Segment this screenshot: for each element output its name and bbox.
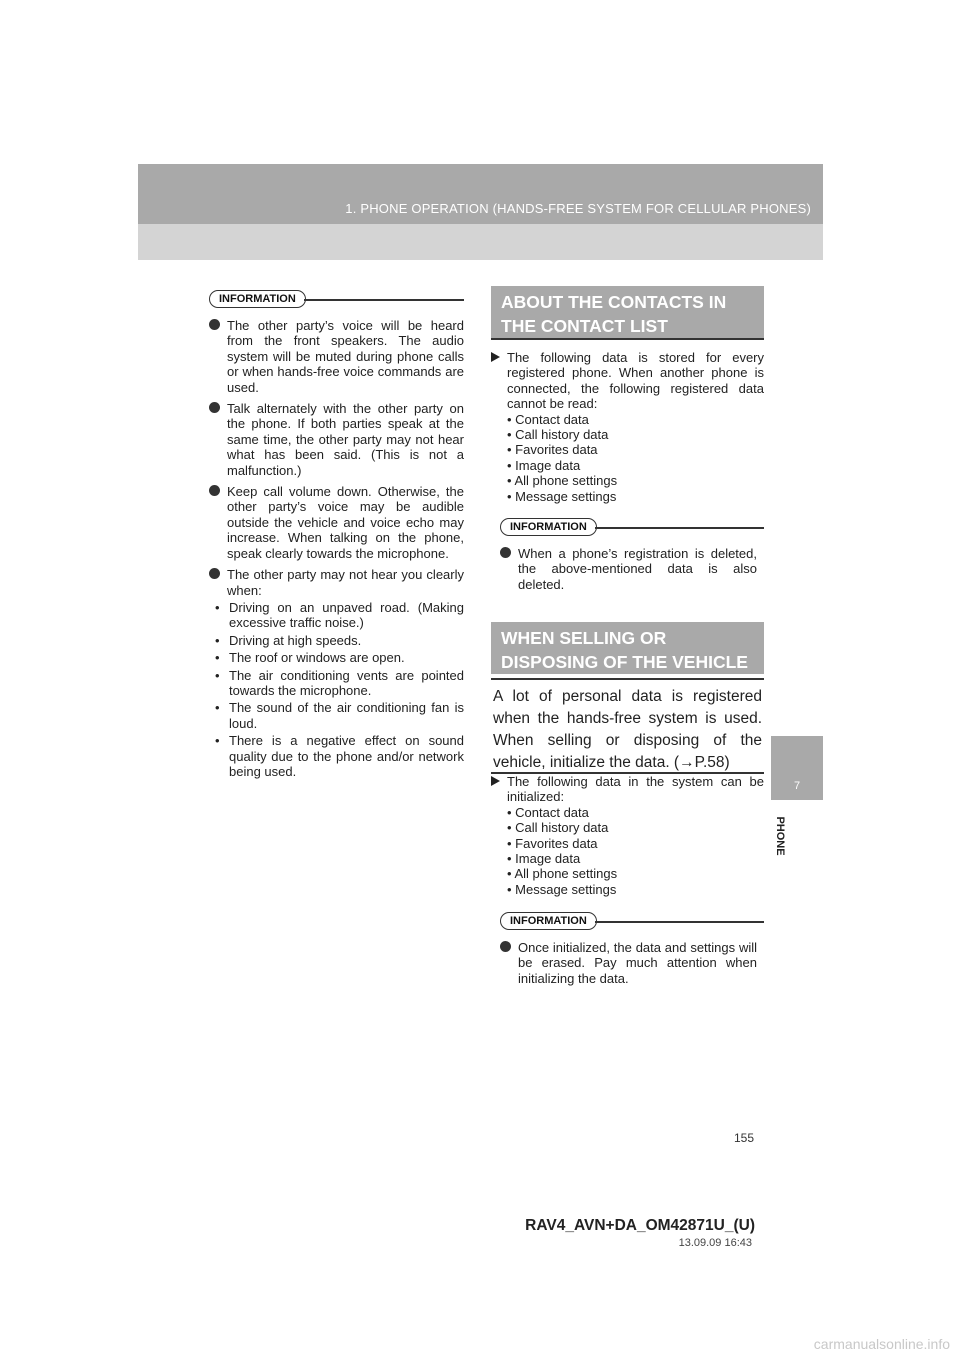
info-bullet-text: Once initialized, the data and settings will be erased. Pay much attention when initializing the data. <box>518 940 757 986</box>
sub-item-text: Driving at high speeds. <box>229 632 362 648</box>
triangle-item <box>491 774 764 805</box>
sub-list-item <box>209 733 464 779</box>
document-code: RAV4_AVN+DA_OM42871U_(U) <box>525 1217 755 1234</box>
bullet-dot-icon <box>209 568 220 579</box>
bullet-dot-icon <box>209 319 220 330</box>
data-list-item: • Favorites data <box>507 835 598 851</box>
heading-line: WHEN SELLING OR <box>501 628 667 648</box>
section-heading-contacts <box>491 286 764 338</box>
heading-line: ABOUT THE CONTACTS IN <box>501 292 727 312</box>
triangle-bullet-icon <box>491 352 500 362</box>
header-band <box>138 164 823 224</box>
site-watermark: carmanualsonline.info <box>813 1336 950 1352</box>
selling-body <box>491 774 764 897</box>
bullet-dot-icon <box>500 941 511 952</box>
data-list-item: • All phone settings <box>507 866 618 882</box>
chapter-tab <box>771 736 823 800</box>
sub-bullet-mark: • <box>215 632 220 648</box>
info-bullet <box>209 484 464 561</box>
data-list-item: • Favorites data <box>507 442 598 458</box>
information-rule <box>304 299 464 301</box>
info-bullet-text: The other party’s voice will be heard from the front speakers. The audio system will be muted during phone calls or when hands-free voice commands are used. <box>227 318 464 395</box>
sub-item-text: The roof or windows are open. <box>229 650 405 666</box>
info-bullet <box>209 318 464 395</box>
section-rule <box>491 338 764 340</box>
data-list-item: • Message settings <box>507 881 617 897</box>
information-rule <box>595 921 764 923</box>
sub-list-item <box>209 650 464 665</box>
sub-item-text: The sound of the air conditioning fan is loud. <box>229 700 464 731</box>
info-bullet <box>500 546 757 592</box>
sub-list-item <box>209 600 464 631</box>
data-list-item: • Contact data <box>507 411 589 427</box>
data-list-item: • Message settings <box>507 488 617 504</box>
sub-bullet-mark: • <box>215 733 220 749</box>
chapter-number: 7 <box>793 780 801 792</box>
sub-list-item <box>209 700 464 731</box>
print-timestamp: 13.09.09 16:43 <box>678 1237 752 1249</box>
chapter-label <box>760 806 800 866</box>
selling-info-body <box>500 940 757 992</box>
boxed-notice: A lot of personal data is registered when the hands-free system is used. When selling or disposing of the vehicle, initialize the data. (→P.58) <box>491 678 764 774</box>
triangle-bullet-icon <box>491 776 500 786</box>
data-list-item: • Image data <box>507 851 581 867</box>
bullet-dot-icon <box>209 402 220 413</box>
information-tag: INFORMATION <box>500 912 597 930</box>
info-bullet <box>500 940 757 986</box>
sub-item-text: Driving on an unpaved road. (Making excessive traffic noise.) <box>229 599 464 631</box>
sub-list-item <box>209 633 464 648</box>
header-subband <box>138 224 823 260</box>
sub-bullet-mark: • <box>215 599 220 615</box>
contacts-intro: The following data is stored for every registered phone. When another phone is connected, the following registered data cannot be read: <box>507 350 764 412</box>
bullet-dot-icon <box>209 485 220 496</box>
heading-line: DISPOSING OF THE VEHICLE <box>501 652 748 672</box>
info-bullet-text: The other party may not hear you clearly when: <box>227 567 464 598</box>
info-bullet <box>209 401 464 478</box>
sub-bullet-mark: • <box>215 667 220 683</box>
section-heading-selling <box>491 622 764 674</box>
sub-list-item <box>209 668 464 699</box>
data-list-item: • All phone settings <box>507 473 618 489</box>
selling-intro: The following data in the system can be initialized: <box>507 774 764 805</box>
contacts-info-body <box>500 546 757 598</box>
sub-item-text: There is a negative effect on sound quality due to the phone and/or network being used. <box>229 733 464 779</box>
information-tag: INFORMATION <box>500 518 597 536</box>
data-list-item: • Image data <box>507 457 581 473</box>
information-rule <box>595 527 764 529</box>
page-number: 155 <box>733 1131 754 1145</box>
data-list-item: • Call history data <box>507 820 609 836</box>
contacts-body <box>491 350 764 504</box>
sub-bullet-mark: • <box>215 700 220 716</box>
heading-line: THE CONTACT LIST <box>501 316 668 336</box>
bullet-dot-icon <box>500 547 511 558</box>
info-bullet-text: Keep call volume down. Otherwise, the other party’s voice may be audible outside the vehicle and voice echo may increase. When talking on the phone, speak clearly towards the microphone. <box>227 484 464 561</box>
data-list-item: • Call history data <box>507 427 609 443</box>
left-info-body <box>209 318 464 781</box>
info-bullet <box>209 567 464 598</box>
triangle-item <box>491 350 764 412</box>
running-head: 1. PHONE OPERATION (HANDS-FREE SYSTEM FOR CELLULAR PHONES) <box>345 201 811 216</box>
sub-item-text: The air conditioning vents are pointed towards the microphone. <box>229 667 464 698</box>
chapter-label-text: PHONE <box>774 816 786 856</box>
sub-bullet-mark: • <box>215 650 220 666</box>
data-list-item: • Contact data <box>507 804 589 820</box>
info-bullet-text: Talk alternately with the other party on the phone. If both parties speak at the same time, the other party may not hear what has been said. (This is not a malfunction.) <box>227 401 464 478</box>
information-tag: INFORMATION <box>209 290 306 308</box>
info-bullet-text: When a phone’s registration is deleted, the above-mentioned data is also deleted. <box>518 546 757 592</box>
